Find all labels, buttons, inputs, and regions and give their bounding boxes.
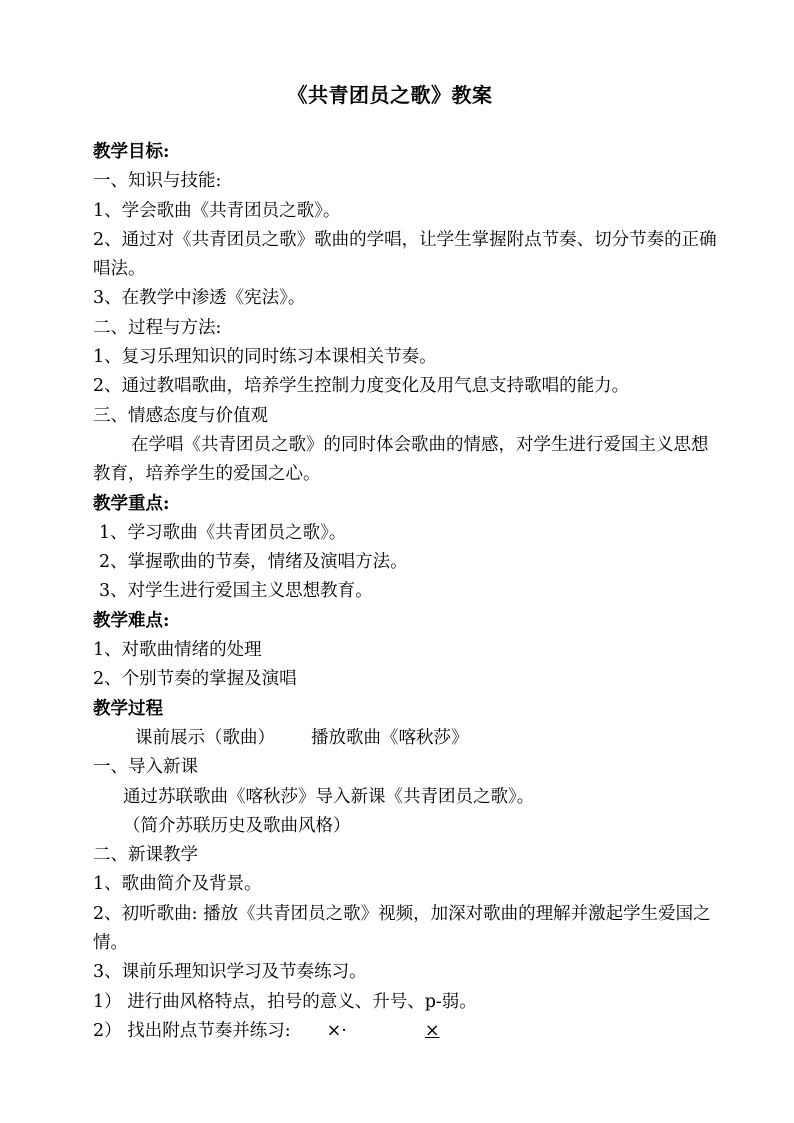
rhythm-underlined: ×	[424, 1020, 440, 1041]
pre-class-line	[93, 724, 723, 753]
teaching-item-3: 3、课前乐理知识学习及节奏练习。	[93, 962, 367, 983]
process-step-1: 一、导入新课	[93, 757, 198, 778]
goal-item-2: 2、通过对《共青团员之歌》歌曲的学唱，让学生掌握附点节奏、切分节奏的正确唱法。	[93, 229, 717, 280]
difficulty-1: 1、对歌曲情绪的处理	[93, 640, 262, 661]
sub-item-2-line	[93, 1017, 723, 1046]
key-point-3: 3、对学生进行爱国主义思想教育。	[99, 581, 373, 602]
key-point-1: 1、学习歌曲《共青团员之歌》。	[99, 522, 347, 543]
key-points-heading: 教学重点:	[93, 493, 170, 514]
goal-item-3: 3、在教学中渗透《宪法》。	[93, 288, 306, 309]
sub-item-1: 1） 进行曲风格特点，拍号的意义、升号、p-弱。	[93, 991, 477, 1012]
pre-class-show: 课前展示（歌曲）	[135, 727, 275, 748]
section-emotion-values: 三、情感态度与价值观	[93, 405, 268, 426]
key-point-2: 2、掌握歌曲的节奏，情绪及演唱方法。	[99, 552, 408, 573]
method-item-1: 1、复习乐理知识的同时练习本课相关节奏。	[93, 347, 437, 368]
emotion-paragraph: 在学唱《共青团员之歌》的同时体会歌曲的情感，对学生进行爱国主义思想教育，培养学生的爱国之心。	[93, 434, 709, 485]
process-heading: 教学过程	[93, 698, 163, 719]
difficulty-2: 2、个别节奏的掌握及演唱	[93, 669, 297, 690]
goals-heading: 教学目标:	[93, 142, 170, 162]
teaching-item-2: 2、初听歌曲: 播放《共青团员之歌》视频，加深对歌曲的理解并激起学生爱国之情。	[93, 903, 711, 954]
goal-item-1: 1、学会歌曲《共青团员之歌》。	[93, 200, 341, 221]
section-knowledge-skills: 一、知识与技能:	[93, 171, 222, 192]
section-process-methods: 二、过程与方法:	[93, 317, 222, 338]
difficulties-heading: 教学难点:	[93, 610, 170, 631]
process-step-1-detail: 通过苏联歌曲《喀秋莎》导入新课《共青团员之歌》。	[123, 786, 535, 807]
pre-class-play: 播放歌曲《喀秋莎》	[311, 727, 469, 748]
rhythm-dotted: ×·	[326, 1020, 347, 1041]
document-title: 《共青团员之歌》教案	[287, 83, 493, 107]
process-step-1-note: （简介苏联历史及歌曲风格）	[123, 815, 351, 836]
document-body	[93, 138, 723, 1046]
method-item-2: 2、通过教唱歌曲，培养学生控制力度变化及用气息支持歌唱的能力。	[93, 376, 630, 397]
sub-item-2: 2） 找出附点节奏并练习:	[93, 1020, 291, 1041]
process-step-2: 二、新课教学	[93, 845, 198, 866]
teaching-item-1: 1、歌曲简介及背景。	[93, 874, 262, 895]
